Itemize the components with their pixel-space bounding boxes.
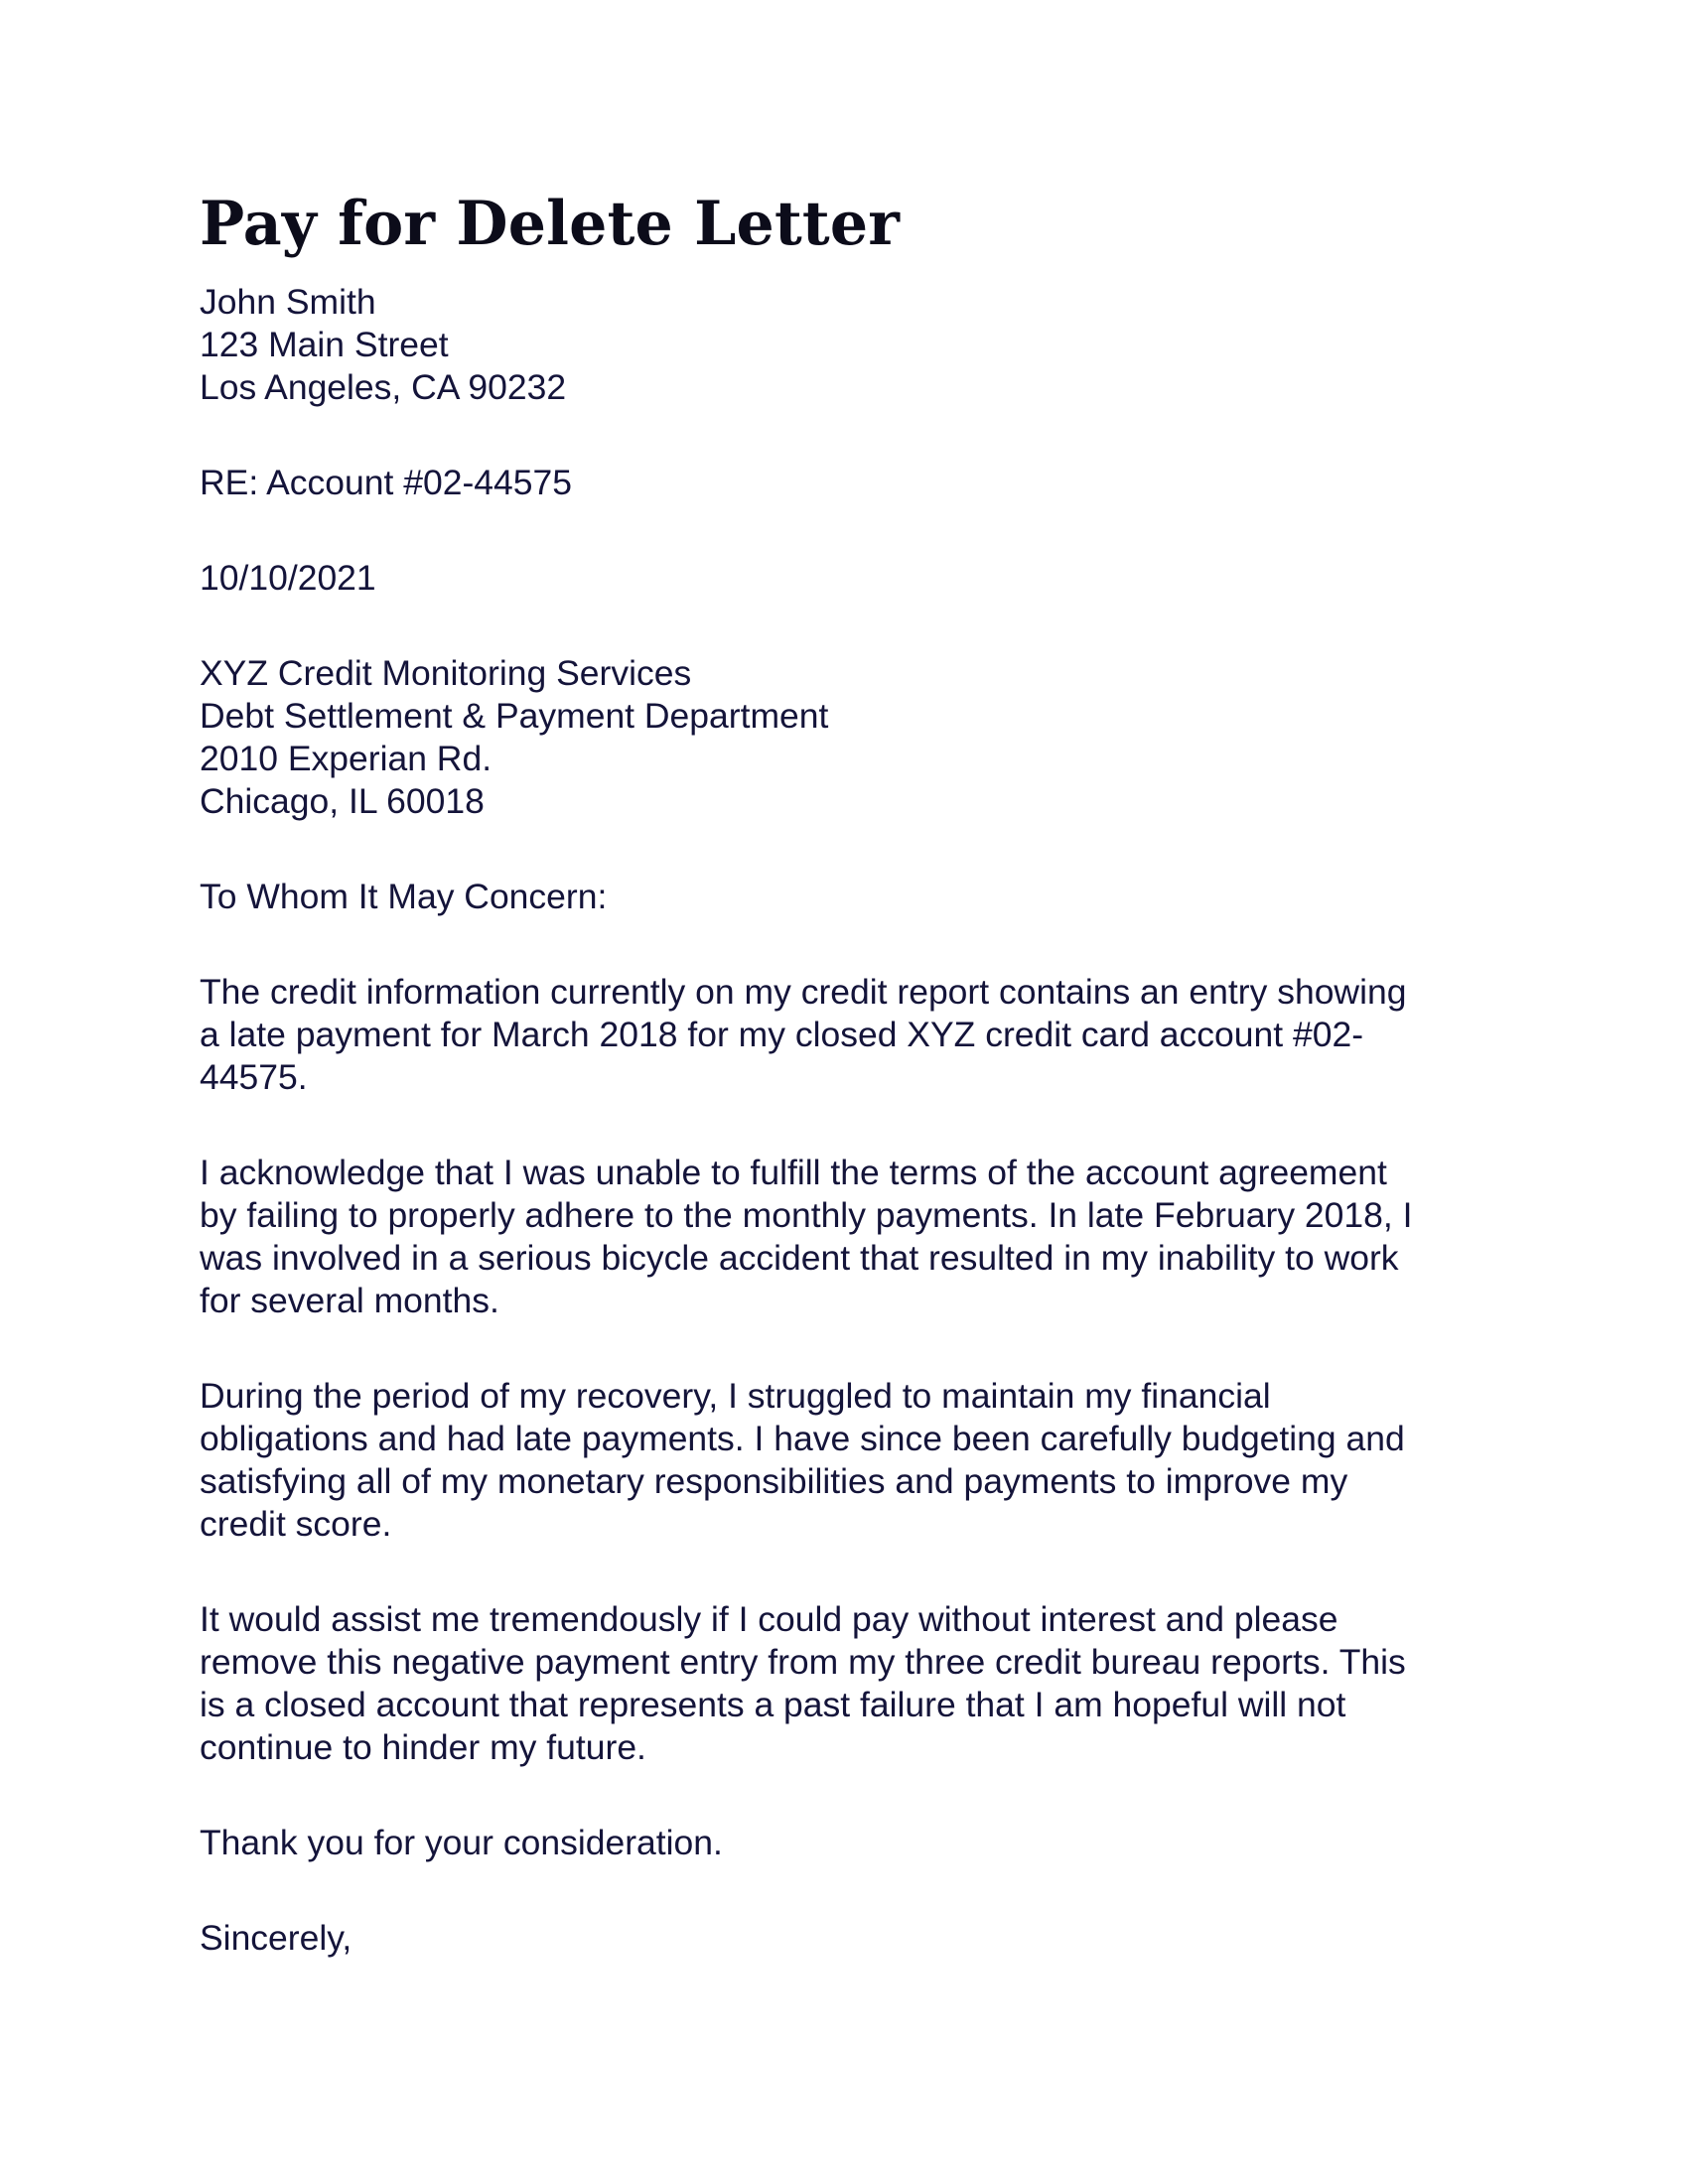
paragraph-line: It would assist me tremendously if I could pay without interest and please (200, 1599, 1338, 1639)
sender-name: John Smith (200, 282, 376, 322)
paragraph-line: obligations and had late payments. I have since been carefully budgeting and (200, 1419, 1405, 1458)
paragraph-line: 44575. (200, 1057, 308, 1097)
salutation-text: To Whom It May Concern: (200, 877, 608, 916)
closing-text: Sincerely, (200, 1918, 352, 1958)
sender-city-state-zip: Los Angeles, CA 90232 (200, 367, 567, 407)
sender-street: 123 Main Street (200, 325, 449, 364)
body-paragraph-3 (200, 1375, 1510, 1546)
body-paragraph-1 (200, 971, 1510, 1099)
paragraph-line: remove this negative payment entry from my three credit bureau reports. This (200, 1642, 1406, 1682)
paragraph-line: continue to hinder my future. (200, 1727, 646, 1767)
re-line-text: RE: Account #02-44575 (200, 463, 572, 502)
thanks-text: Thank you for your consideration. (200, 1823, 723, 1862)
paragraph-line: The credit information currently on my credit report contains an entry showing (200, 972, 1407, 1012)
recipient-address (200, 652, 1510, 823)
letter-date (200, 557, 1510, 600)
paragraph-line: satisfying all of my monetary responsibilities and payments to improve my (200, 1461, 1348, 1501)
paragraph-line: is a closed account that represents a past failure that I am hopeful will not (200, 1685, 1346, 1724)
body-paragraph-2 (200, 1152, 1510, 1322)
paragraph-line: by failing to properly adhere to the monthly payments. In late February 2018, I (200, 1195, 1413, 1235)
salutation (200, 876, 1510, 918)
letter-page (200, 189, 1510, 1960)
closing-line (200, 1917, 1510, 1960)
letter-date-text: 10/10/2021 (200, 558, 376, 598)
recipient-department: Debt Settlement & Payment Department (200, 696, 829, 736)
sender-address (200, 281, 1510, 409)
paragraph-line: was involved in a serious bicycle accident that resulted in my inability to work (200, 1238, 1399, 1278)
paragraph-line: During the period of my recovery, I struggled to maintain my financial (200, 1376, 1271, 1416)
recipient-company: XYZ Credit Monitoring Services (200, 653, 692, 693)
paragraph-line: credit score. (200, 1504, 392, 1544)
paragraph-line: I acknowledge that I was unable to fulfill the terms of the account agreement (200, 1153, 1387, 1192)
body-paragraph-4 (200, 1598, 1510, 1769)
re-line (200, 462, 1510, 504)
recipient-street: 2010 Experian Rd. (200, 739, 492, 778)
letter-title: Pay for Delete Letter (200, 189, 901, 259)
recipient-city-state-zip: Chicago, IL 60018 (200, 781, 485, 821)
paragraph-line: a late payment for March 2018 for my closed XYZ credit card account #02- (200, 1015, 1364, 1054)
thanks-line (200, 1822, 1510, 1864)
paragraph-line: for several months. (200, 1281, 499, 1320)
